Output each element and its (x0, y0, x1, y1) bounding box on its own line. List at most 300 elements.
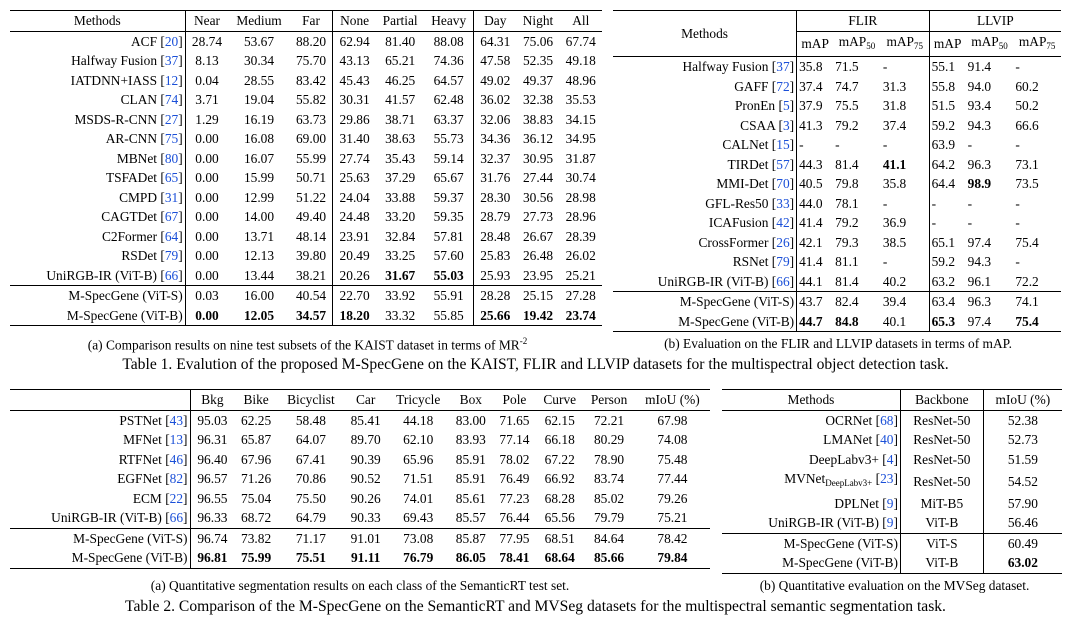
value: 75.06 (522, 33, 554, 49)
value-cell (635, 548, 710, 568)
method-cell: CALNet [15] (613, 135, 797, 155)
value-cell (473, 90, 516, 110)
method-cell (722, 553, 900, 573)
column-header: Bkg (190, 390, 234, 411)
value-cell (473, 31, 516, 51)
value: 25.21 (565, 267, 596, 283)
value: 64.79 (295, 510, 326, 525)
value: 96.55 (197, 490, 228, 506)
value: 43.13 (339, 53, 370, 68)
value: 73.5 (1015, 176, 1039, 191)
value: 57.90 (1007, 495, 1038, 511)
value-cell (424, 71, 473, 91)
value-cell (1013, 292, 1061, 312)
value: 96.3 (967, 294, 992, 309)
value: 0.00 (195, 267, 219, 283)
value: 16.00 (243, 288, 275, 303)
value-cell (185, 168, 228, 188)
value-cell (635, 528, 710, 548)
method-cell: MMI-Det [70] (613, 174, 797, 194)
method-cell: RSDet [79] (10, 246, 185, 266)
value-cell (560, 31, 603, 51)
value-cell (517, 207, 560, 227)
citation-link: 20 (164, 33, 179, 49)
citation-link: 46 (169, 451, 184, 467)
table-row (10, 129, 602, 149)
value: 63.02 (1007, 555, 1038, 570)
value: 44.3 (799, 156, 823, 172)
value: 89.70 (350, 432, 381, 447)
value-cell (583, 489, 635, 509)
value-cell (983, 469, 1062, 494)
value: 68.51 (544, 530, 575, 546)
value-cell (344, 508, 388, 528)
metric-name: mAP (1018, 33, 1047, 49)
method-cell: C2Former [64] (10, 227, 185, 247)
method-cell: UniRGB-IR (ViT-B) [66] (10, 508, 190, 528)
value-cell (473, 149, 516, 169)
value: 81.40 (385, 33, 416, 49)
table-row (10, 306, 602, 326)
value-cell (1013, 233, 1061, 253)
value-cell (536, 410, 583, 430)
method-name: OCRNet (825, 412, 873, 428)
value-cell (387, 430, 449, 450)
value: 55.1 (931, 59, 956, 74)
value: 41.1 (882, 156, 907, 172)
table-row (10, 508, 710, 528)
metric-name: mAP (801, 36, 829, 51)
value-cell (333, 246, 376, 266)
table-row (10, 266, 602, 286)
method-name: M-SpecGene (ViT-S) (783, 535, 898, 551)
value: 81.4 (835, 156, 859, 172)
citation-link: 57 (776, 156, 790, 172)
value-cell (376, 246, 424, 266)
method-name: UniRGB-IR (ViT-B) (657, 273, 769, 289)
value: 85.41 (350, 412, 381, 428)
method-name: ECM (132, 490, 162, 506)
value: 43.7 (799, 294, 823, 309)
value: - (882, 195, 888, 211)
value: 50.71 (295, 170, 327, 185)
value: 71.65 (499, 412, 530, 428)
value: 40.5 (799, 176, 823, 191)
column-header (881, 31, 929, 57)
backbone-cell: ResNet-50 (900, 450, 983, 470)
value: 91.11 (350, 550, 381, 565)
method-cell: GFL-Res50 [33] (613, 194, 797, 214)
value-cell (228, 266, 289, 286)
table-row (722, 410, 1062, 430)
column-header: Box (449, 390, 493, 411)
value-cell (290, 90, 333, 110)
value: 44.1 (799, 273, 823, 289)
value: 30.34 (243, 53, 275, 68)
value-cell (881, 292, 929, 312)
method-cell: ACF [20] (10, 31, 185, 51)
value: 33.88 (385, 189, 416, 205)
value-cell (560, 266, 603, 286)
table-row (10, 548, 710, 568)
value-cell (929, 312, 966, 332)
value-cell (881, 213, 929, 233)
value: 76.44 (499, 510, 530, 525)
value-cell (966, 272, 1014, 292)
method-name: CrossFormer (698, 234, 769, 250)
value-cell (333, 168, 376, 188)
value: 37.29 (385, 170, 416, 185)
value: 44.0 (799, 195, 823, 211)
value: 59.35 (433, 209, 464, 224)
table1a-wrap (10, 10, 602, 326)
method-name: CAGTDet (101, 209, 158, 224)
value: 68.28 (544, 490, 575, 506)
value-cell (881, 96, 929, 116)
value: - (967, 195, 973, 211)
method-name: UniRGB-IR (ViT-B) (768, 515, 879, 530)
value-cell (517, 227, 560, 247)
table-row (10, 410, 710, 430)
value: 38.83 (522, 111, 554, 127)
value-cell (424, 90, 473, 110)
citation-link: 37 (164, 53, 179, 68)
value: 48.14 (295, 228, 327, 244)
method-cell: OCRNet [68] (722, 410, 900, 430)
value: 28.98 (565, 189, 596, 205)
value-cell (376, 207, 424, 227)
value-cell (449, 450, 493, 470)
value: 58.48 (295, 412, 326, 428)
value-cell (833, 77, 881, 97)
value: 39.4 (882, 294, 907, 309)
method-name: EGFNet (117, 471, 162, 486)
value: 22.70 (339, 288, 370, 303)
value: 91.01 (350, 530, 381, 546)
value-cell (424, 110, 473, 130)
value-cell (517, 31, 560, 51)
citation-link: 23 (880, 471, 894, 486)
value: 55.82 (295, 92, 327, 107)
value-cell (290, 168, 333, 188)
value: 94.0 (967, 78, 992, 94)
value: 64.57 (433, 72, 464, 88)
backbone-cell: ResNet-50 (900, 430, 983, 450)
value: 78.41 (499, 550, 530, 565)
value-cell (190, 469, 234, 489)
value-cell (333, 51, 376, 71)
value-cell (449, 410, 493, 430)
value: 67.98 (657, 412, 688, 428)
value: 20.49 (339, 248, 370, 263)
value: 49.18 (565, 53, 596, 68)
method-name: PSTNet (119, 412, 162, 428)
table2b-wrap (722, 389, 1062, 574)
method-name: Halfway Fusion (71, 53, 158, 68)
value: 14.00 (243, 209, 275, 224)
value-cell (376, 266, 424, 286)
value: 27.44 (522, 170, 554, 185)
value-cell (797, 233, 834, 253)
method-name: RSDet (121, 248, 158, 263)
value-cell (290, 188, 333, 208)
value-cell (833, 116, 881, 136)
group-header: FLIR (797, 11, 930, 32)
value: 63.4 (931, 294, 956, 309)
value: 63.9 (931, 137, 956, 152)
value-cell (376, 129, 424, 149)
value: 59.37 (433, 189, 464, 205)
value: 63.2 (931, 273, 956, 289)
table-row (613, 292, 1061, 312)
table-row (613, 155, 1061, 175)
value-cell (333, 306, 376, 326)
value-cell (517, 71, 560, 91)
value-cell (797, 135, 834, 155)
value-cell (517, 168, 560, 188)
value: 36.9 (882, 215, 907, 230)
method-cell: DPLNet [9] (722, 494, 900, 514)
value: 32.37 (480, 150, 511, 166)
value-cell (560, 51, 603, 71)
method-name: M-SpecGene (ViT-S) (679, 294, 795, 309)
value-cell (473, 286, 516, 306)
method-name: RTFNet (118, 451, 162, 467)
value-cell (228, 31, 289, 51)
value: 76.49 (499, 471, 530, 486)
value-cell (1013, 272, 1061, 292)
value-cell (966, 194, 1014, 214)
value-cell (387, 508, 449, 528)
backbone-cell: MiT-B5 (900, 494, 983, 514)
value-cell (424, 246, 473, 266)
column-header: Bike (234, 390, 278, 411)
value: 55.03 (433, 267, 464, 283)
value-cell (278, 508, 344, 528)
value: 27.28 (565, 288, 596, 303)
column-header (797, 31, 834, 57)
value-cell (635, 450, 710, 470)
column-header: Near (185, 11, 228, 32)
value: 19.04 (243, 92, 275, 107)
method-cell: UniRGB-IR (ViT-B) [66] (10, 266, 185, 286)
value-cell (493, 430, 537, 450)
value: 37.4 (882, 117, 907, 133)
method-cell: MFNet [13] (10, 430, 190, 450)
value-cell (387, 528, 449, 548)
value-cell (228, 207, 289, 227)
value: 28.79 (480, 209, 511, 224)
value: 16.19 (243, 111, 275, 127)
column-header: Backbone (900, 390, 983, 411)
value: 85.91 (455, 451, 486, 467)
header-row (10, 390, 710, 411)
value: 75.51 (295, 550, 326, 565)
value-cell (983, 450, 1062, 470)
value: 28.30 (480, 189, 511, 205)
value-cell (966, 116, 1014, 136)
value: 30.56 (522, 189, 554, 205)
metric-name: mAP (838, 33, 867, 49)
table2a-wrap (10, 389, 710, 569)
value-cell (1013, 155, 1061, 175)
value: 84.8 (835, 313, 859, 329)
value-cell (376, 90, 424, 110)
table1-title: Table 1. Evalution of the proposed M-SpecGene on the KAIST, FLIR and LLVIP datasets for the multispectral object detection task. (122, 356, 949, 373)
value: 81.4 (835, 273, 859, 289)
value-cell (424, 207, 473, 227)
column-header: Day (473, 11, 516, 32)
value-cell (185, 129, 228, 149)
value: 64.4 (931, 176, 956, 191)
value-cell (278, 450, 344, 470)
value-cell (517, 129, 560, 149)
value: 0.00 (195, 228, 219, 244)
value: 70.86 (295, 471, 326, 486)
table1b-wrap (613, 10, 1063, 332)
value-cell (424, 129, 473, 149)
value-cell (560, 207, 603, 227)
method-name: DPLNet (834, 495, 879, 511)
value-cell (881, 57, 929, 77)
value: 74.08 (657, 432, 688, 447)
value-cell (185, 31, 228, 51)
value-cell (473, 168, 516, 188)
value: 44.18 (403, 412, 434, 428)
value: 40.1 (882, 313, 907, 329)
column-header (833, 31, 881, 57)
column-header: Curve (536, 390, 583, 411)
table-row (613, 312, 1061, 332)
value: - (931, 195, 937, 211)
value: 24.48 (339, 209, 370, 224)
value: 31.67 (385, 267, 416, 283)
value-cell (1013, 252, 1061, 272)
header-row (613, 11, 1061, 32)
value: 1.29 (195, 111, 219, 127)
value: - (882, 254, 888, 269)
method-name: ACF (130, 33, 158, 49)
value: 38.71 (385, 111, 416, 127)
metric-name: mAP (971, 33, 999, 49)
table-row (10, 246, 602, 266)
value-cell (966, 57, 1014, 77)
value-cell (424, 306, 473, 326)
value: 19.42 (522, 307, 554, 323)
value-cell (190, 489, 234, 509)
value-cell (560, 149, 603, 169)
value-cell (833, 233, 881, 253)
value-cell (635, 410, 710, 430)
column-header: Heavy (424, 11, 473, 32)
value: 85.02 (593, 490, 625, 506)
value-cell (797, 155, 834, 175)
table-row (722, 533, 1062, 553)
citation-link: 42 (776, 215, 790, 230)
value-cell (1013, 135, 1061, 155)
value-cell (929, 194, 966, 214)
value: 96.3 (967, 156, 992, 172)
column-header (1013, 31, 1061, 57)
method-name: AR-CNN (105, 131, 158, 146)
value: 96.40 (197, 451, 228, 467)
metric-name: mAP (933, 36, 962, 51)
citation-link: 67 (164, 209, 179, 224)
value: 13.44 (243, 267, 275, 283)
value: 90.26 (350, 490, 381, 506)
value-cell (473, 266, 516, 286)
value: 59.2 (931, 254, 956, 269)
value: 41.3 (799, 117, 823, 133)
value: 36.02 (480, 92, 511, 107)
value: 75.4 (1015, 234, 1039, 250)
value-cell (376, 71, 424, 91)
value-cell (228, 188, 289, 208)
table-row (10, 71, 602, 91)
value: 63.73 (295, 111, 327, 127)
value-cell (387, 489, 449, 509)
value-cell (449, 508, 493, 528)
column-header: mIoU (%) (635, 390, 710, 411)
value-cell (190, 450, 234, 470)
value-cell (473, 51, 516, 71)
value: 64.31 (480, 33, 511, 49)
value: 97.4 (967, 234, 992, 250)
value: 30.74 (565, 170, 596, 185)
value: 36.12 (522, 131, 554, 146)
method-cell: ECM [22] (10, 489, 190, 509)
value: 0.04 (195, 72, 219, 88)
citation-link: 72 (776, 78, 790, 94)
value: 96.1 (967, 273, 992, 289)
method-cell: GAFF [72] (613, 77, 797, 97)
method-subscript: DeepLabv3+ (825, 478, 873, 488)
value: 37.4 (799, 78, 823, 94)
value: 64.2 (931, 156, 956, 172)
value: 37.9 (799, 98, 823, 113)
table1b (613, 10, 1061, 332)
value: 66.6 (1015, 117, 1039, 133)
value: 28.39 (565, 228, 596, 244)
column-header: Night (517, 11, 560, 32)
value-cell (185, 286, 228, 306)
table-row (613, 135, 1061, 155)
citation-link: 66 (169, 510, 184, 525)
value: 73.08 (403, 530, 434, 546)
value-cell (344, 528, 388, 548)
value: 90.39 (350, 451, 381, 467)
value: 41.4 (799, 254, 823, 269)
value: - (1015, 137, 1020, 152)
value-cell (290, 110, 333, 130)
value: 28.96 (565, 209, 596, 224)
value: 68.72 (241, 510, 272, 525)
value: 75.50 (295, 490, 326, 506)
table-row (10, 90, 602, 110)
value-cell (185, 149, 228, 169)
value-cell (376, 51, 424, 71)
value: 0.00 (195, 248, 219, 263)
value-cell (333, 31, 376, 51)
method-name: GFL-Res50 (705, 195, 769, 211)
value-cell (333, 129, 376, 149)
value: 90.33 (350, 510, 381, 525)
value-cell (966, 213, 1014, 233)
value: 98.9 (967, 176, 992, 191)
table-row (613, 252, 1061, 272)
method-cell: MSDS-R-CNN [27] (10, 110, 185, 130)
value: 64.07 (295, 432, 326, 447)
